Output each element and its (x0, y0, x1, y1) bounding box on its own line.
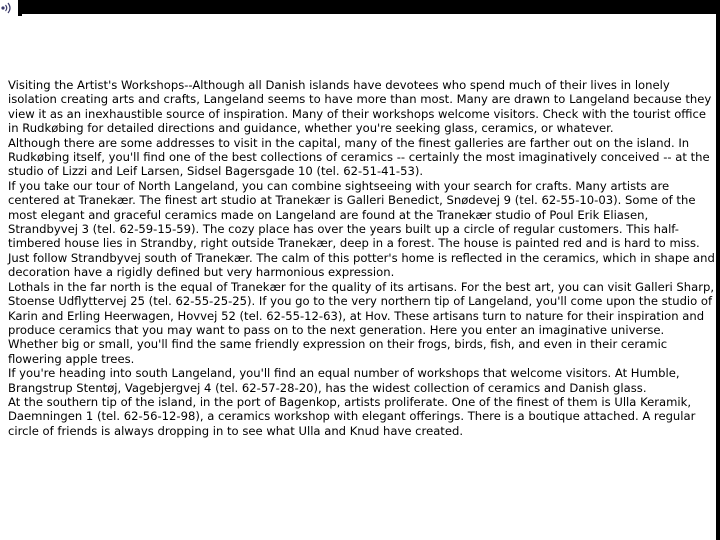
paragraph-rudkobing: Although there are some addresses to visit in the capital, many of the finest galleries are farther out on the island. In Rudkøbing itself, you'll find one of the best collections of ceramics -- certainly the most imaginatively conceived -- at the studio of Lizzi and Leif Larsen, Sidsel Bagersgade 10 (tel. 62-51-41-53). (8, 135, 710, 179)
paragraph-south-langeland: If you're heading into south Langeland, you'll find an equal number of workshops that welcome visitors. At Humble, Brangstrup Stentøj, Vagebjergvej 4 (tel. 62-57-28-20), has the widest collection of ceramics and Danish glass. (8, 366, 680, 395)
paragraph-lothals: Lothals in the far north is the equal of Tranekær for the quality of its artisans. For the best art, you can visit Galleri Sharp, Stoense Udflyttervej 25 (tel. 62-55-25-25). If you go to the very northern tip of Langeland, you'll come upon the studio of Karin and Erling Heerwagen, Hovvej 52 (tel. 62-55-12-63), at Hov. These artisans turn to nature for their inspiration and produce ceramics that you may want to pass on to the next generation. Here you enter an imaginative universe. Whether big or small, you'll find the same friendly expression on their frogs, birds, fish, and even in their ceramic flowering apple trees. (8, 279, 715, 366)
connection-signal-icon (0, 0, 22, 16)
article-body (8, 78, 716, 438)
paragraph-visiting-workshops: Visiting the Artist's Workshops--Although all Danish islands have devotees who spend much of their lives in lonely isolation creating arts and crafts, Langeland seems to have more than most. Many are drawn to Langeland because they view it as an inexhaustible source of inspiration. Many of their workshops welcome visitors. Check with the tourist office in Rudkøbing for detailed directions and guidance, whether you're seeking glass, ceramics, or whatever. (8, 78, 712, 136)
paragraph-bagenkop: At the southern tip of the island, in the port of Bagenkop, artists proliferate. One of the finest of them is Ulla Keramik, Daemningen 1 (tel. 62-56-12-98), a ceramics workshop with elegant offerings. There is a boutique attached. A regular circle of friends is always dropping in to see what Ulla and Knud have created. (8, 394, 696, 438)
paragraph-north-langeland: If you take our tour of North Langeland, you can combine sightseeing with your search for crafts. Many artists are centered at Tranekær. The finest art studio at Tranekær is Galleri Benedict, Snødevej 9 (tel. 62-55-10-03). Some of the most elegant and graceful ceramics made on Langeland are found at the Tranekær studio of Poul Erik Eliasen, Strandbyvej 3 (tel. 62-59-15-59). The cozy place has over the years built up a circle of regular customers. This half-timbered house lies in Strandby, right outside Tranekær, deep in a forest. The house is painted red and is hard to miss. Just follow Strandbyvej south of Tranekær. The calm of this potter's home is reflected in the ceramics, which in shape and decoration have a rigidly defined but very harmonious expression. (8, 178, 715, 280)
page-viewport[interactable] (0, 14, 716, 540)
